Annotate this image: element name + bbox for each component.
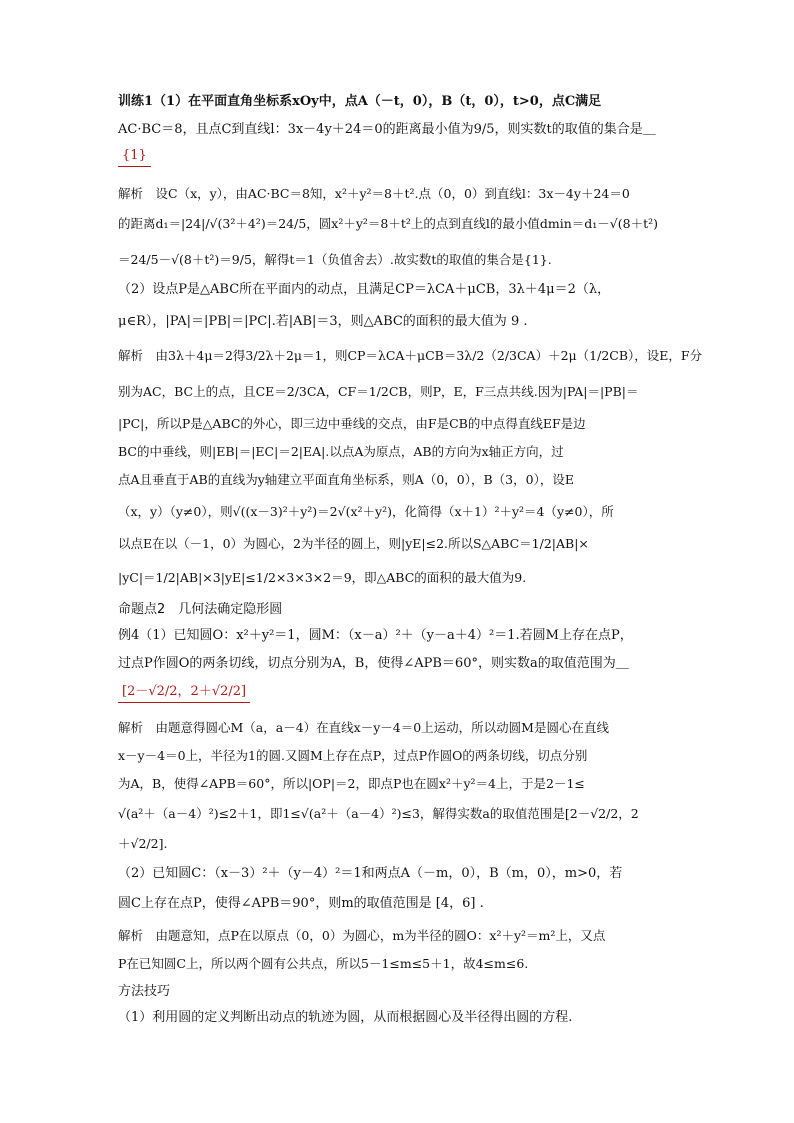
text-line: ＋√2/2]. xyxy=(118,836,168,851)
text-line: 的距离d₁＝|24|/√(3²＋4²)＝24/5，圆x²＋y²＝8＋t²上的点到直线l的最小值dmin＝d₁－√(8＋t²) xyxy=(118,216,659,231)
text-line: 解析 设C（x，y），由AC·BC＝8知，x²＋y²＝8＋t².点（0，0）到直线l：3x－4y＋24＝0 xyxy=(118,186,630,201)
text-line: 别为AC，BC上的点，且CE＝2/3CA，CF＝1/2CB，则P，E，F三点共线.因为|PA|＝|PB|＝ xyxy=(118,384,639,399)
text-line: 命题点2 几何法确定隐形圆 xyxy=(118,602,283,617)
text-line: （2）已知圆C：（x－3）²＋（y－4）²＝1和两点A（－m，0），B（m，0），m>0，若 xyxy=(118,866,623,881)
text-line: AC·BC＝8，且点C到直线l：3x－4y＋24＝0的距离最小值为9/5，则实数t的取值的集合是＿ xyxy=(118,122,656,137)
text-line: BC的中垂线，则|EB|＝|EC|＝2|EA|.以点A为原点，AB的方向为x轴正方向，过 xyxy=(118,444,564,459)
text-line: |yC|＝1/2|AB|×3|yE|≤1/2×3×3×2＝9，即△ABC的面积的最大值为9. xyxy=(118,570,527,585)
text-line: P在已知圆C上，所以两个圆有公共点，所以5－1≤m≤5＋1，故4≤m≤6. xyxy=(118,956,529,971)
text-line: 以点E在以（－1，0）为圆心，2为半径的圆上，则|yE|≤2.所以S△ABC＝1/2|AB|× xyxy=(118,536,589,551)
text-line: |PC|，所以P是△ABC的外心，即三边中垂线的交点，由F是CB的中点得直线EF是边 xyxy=(118,416,586,431)
text-line: √(a²＋（a－4）²)≤2＋1，即1≤√(a²＋（a－4）²)≤3，解得实数a的取值范围是[2－√2/2，2 xyxy=(118,806,639,821)
text-line: 解析 由3λ＋4μ＝2得3/2λ＋2μ＝1，则CP＝λCA＋μCB＝3λ/2（2/3CA）＋2μ（1/2CB），设E，F分 xyxy=(118,348,703,363)
text-line: [2－√2/2，2＋√2/2] xyxy=(118,682,250,703)
text-line: ＝24/5－√(8＋t²)＝9/5，解得t＝1（负值舍去）.故实数t的取值的集合是{1}. xyxy=(118,252,552,267)
text-line: 解析 由题意得圆心M（a，a－4）在直线x－y－4＝0上运动，所以动圆M是圆心在直线 xyxy=(118,720,609,735)
text-line: （x，y）（y≠0），则√((x－3)²＋y²)＝2√(x²＋y²)，化简得（x＋1）²＋y²＝4（y≠0），所 xyxy=(118,504,614,519)
text-line: 方法技巧 xyxy=(118,984,171,999)
text-line: μ∈R），|PA|＝|PB|＝|PC|.若|AB|＝3，则△ABC的面积的最大值为 9 . xyxy=(118,314,528,329)
text-line: x－y－4＝0上，半径为1的圆.又圆M上存在点P，过点P作圆O的两条切线，切点分别 xyxy=(118,748,588,763)
text-line: 训练1（1）在平面直角坐标系xOy中，点A（－t，0），B（t，0），t>0，点C满足 xyxy=(118,94,602,109)
text-line: 例4（1）已知圆O：x²＋y²＝1，圆M：（x－a）²＋（y－a＋4）²＝1.若圆M上存在点P， xyxy=(118,628,633,643)
text-line: 过点P作圆O的两条切线，切点分别为A，B，使得∠APB＝60°，则实数a的取值范围为＿ xyxy=(118,656,629,671)
text-line: 解析 由题意知，点P在以原点（0，0）为圆心，m为半径的圆O：x²＋y²＝m²上，又点 xyxy=(118,928,606,943)
text-line: {1} xyxy=(118,146,151,167)
text-line: 圆C上存在点P，使得∠APB＝90°，则m的取值范围是 [4，6] . xyxy=(118,896,484,911)
text-line: 为A，B，使得∠APB＝60°，所以|OP|＝2，即点P也在圆x²＋y²＝4上，于是2－1≤ xyxy=(118,776,585,791)
text-line: 点A且垂直于AB的直线为y轴建立平面直角坐标系，则A（0，0），B（3，0），设E xyxy=(118,472,574,487)
text-line: （1）利用圆的定义判断出动点的轨迹为圆，从而根据圆心及半径得出圆的方程. xyxy=(118,1010,573,1025)
text-line: （2）设点P是△ABC所在平面内的动点，且满足CP＝λCA＋μCB，3λ＋4μ＝2（λ， xyxy=(118,282,611,297)
